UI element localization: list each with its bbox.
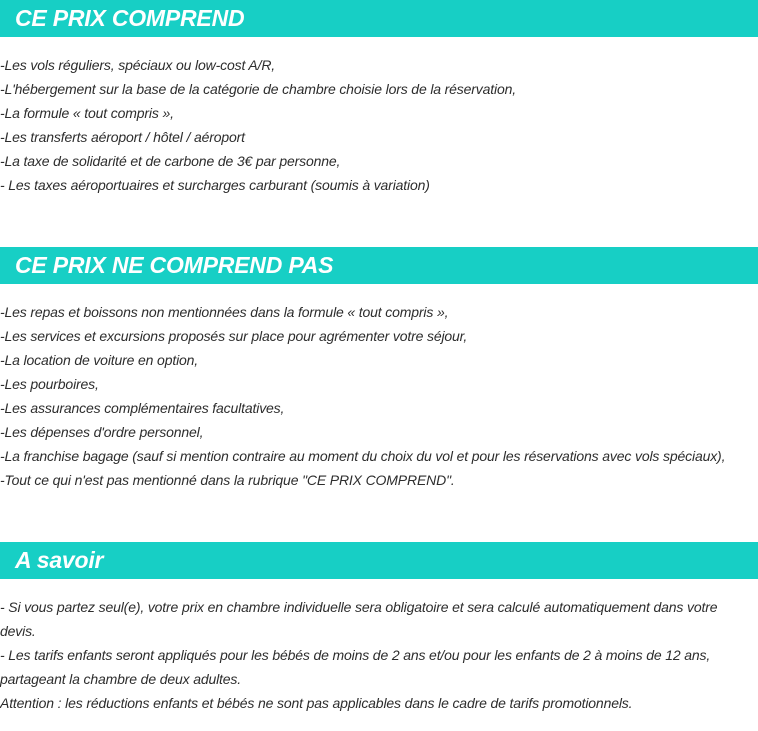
section-price-excludes: [0, 247, 758, 492]
list-item: -Les dépenses d'ordre personnel,: [0, 424, 204, 440]
included-list: [0, 53, 758, 197]
info-paragraph: - Les tarifs enfants seront appliqués pour les bébés de moins de 2 ans et/ou pour les enfants de 2 à moins de 12 ans, partageant la chambre de deux adultes.: [0, 647, 711, 687]
section-good-to-know: [0, 542, 758, 715]
list-item: -Les vols réguliers, spéciaux ou low-cost A/R,: [0, 57, 276, 73]
list-item: -Les services et excursions proposés sur place pour agrémenter votre séjour,: [0, 328, 468, 344]
list-item: -Les transferts aéroport / hôtel / aéroport: [0, 129, 245, 145]
section-title: A savoir: [15, 547, 104, 573]
section-title: CE PRIX NE COMPREND PAS: [15, 252, 334, 278]
excluded-list: [0, 300, 758, 492]
list-item: -La formule « tout compris »,: [0, 105, 174, 121]
list-item: -La location de voiture en option,: [0, 352, 199, 368]
list-item: -Les pourboires,: [0, 376, 99, 392]
list-item: - Les taxes aéroportuaires et surcharges carburant (soumis à variation): [0, 177, 430, 193]
section-title: CE PRIX COMPREND: [15, 5, 245, 31]
info-paragraph: Attention : les réductions enfants et bébés ne sont pas applicables dans le cadre de tarifs promotionnels.: [0, 695, 633, 711]
section-header-band: [0, 0, 758, 37]
info-paragraphs: [0, 595, 758, 715]
list-item: -La franchise bagage (sauf si mention contraire au moment du choix du vol et pour les réservations avec vols spéciaux),: [0, 448, 726, 464]
list-item: -L'hébergement sur la base de la catégorie de chambre choisie lors de la réservation,: [0, 81, 516, 97]
section-price-includes: [0, 0, 758, 197]
section-header-band: [0, 247, 758, 284]
list-item: -Tout ce qui n'est pas mentionné dans la rubrique "CE PRIX COMPREND".: [0, 472, 455, 488]
info-paragraph: - Si vous partez seul(e), votre prix en chambre individuelle sera obligatoire et sera calculé automatiquement dans votre devis.: [0, 599, 718, 639]
section-header-band: [0, 542, 758, 579]
list-item: -La taxe de solidarité et de carbone de 3€ par personne,: [0, 153, 341, 169]
list-item: -Les repas et boissons non mentionnées dans la formule « tout compris »,: [0, 304, 449, 320]
list-item: -Les assurances complémentaires facultatives,: [0, 400, 285, 416]
